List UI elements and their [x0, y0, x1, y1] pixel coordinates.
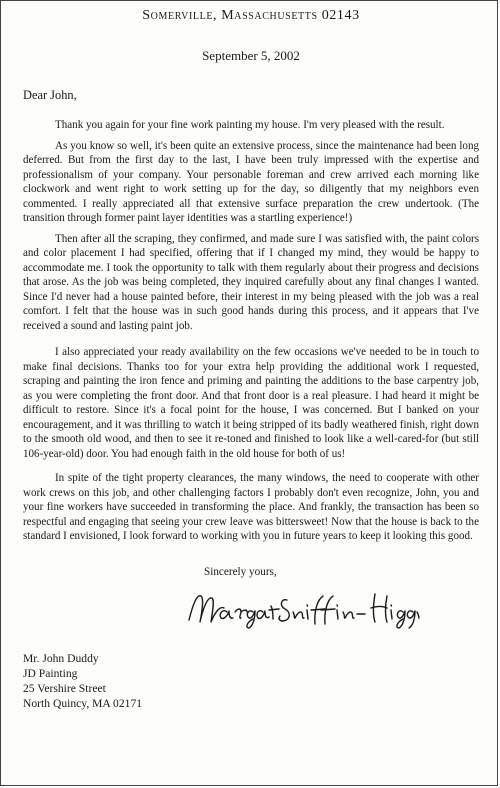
letterhead: Somerville, Massachusetts 02143 [142, 8, 360, 23]
recipient-city: North Quincy, MA 02171 [23, 697, 143, 711]
letter-date: September 5, 2002 [202, 48, 300, 63]
paragraph-5: In spite of the tight property clearances, the many windows, the need to cooperate with other work crews on this job, and other challenging factors I probably don't even recognize, John, you and your fine workers have succeeded in transforming the place. And frankly, the transaction has been so respectful and engaging that seeing your crew leave was bittersweet! Now that the house is back to the standard I envisioned, I look forward to working with you in future years to keep it looking this good. [23, 472, 479, 542]
salutation: Dear John, [23, 88, 77, 102]
recipient-address [23, 651, 479, 712]
paragraph-2: As you know so well, it's been quite an extensive process, since the maintenance had been long deferred. But from the first day to the last, I have been truly impressed with the expertise and professionalism of your company. Your personable foreman and crew arrived each morning like clockwork and went right to work setting up for the day, so diligently that my neighbors even commented. I really appreciated all that extensive surface preparation the crew undertook. (The transition through former paint layer identities was a startling experience!) [23, 139, 479, 224]
recipient-name: Mr. John Duddy [23, 651, 99, 665]
handwritten-signature [183, 582, 423, 630]
recipient-company: JD Painting [23, 666, 78, 680]
paragraph-1: Thank you again for your fine work painting my house. I'm very pleased with the result. [55, 119, 445, 131]
closing: Sincerely yours, [204, 565, 277, 578]
recipient-street: 25 Vershire Street [23, 681, 106, 695]
paragraph-4: I also appreciated your ready availability on the few occasions we've needed to be in touch to make final decisions. Thanks too for your extra help providing the additional work I requested, scraping and painting the iron fence and priming and painting the additions to the base carpentry job, as you were completing the front door. And that front door is a real pleasure. I had heard it might be difficult to restore. Since it's a focal point for the house, I was concerned. But I banked on your encouragement, and it was thrilling to watch it being stripped of its badly weathered finish, right down to the smooth old wood, and then to see it re-toned and finished to look like a well-cared-for (but still 106-year-old) door. You had enough faith in the old house for both of us! [23, 346, 479, 460]
paragraph-3: Then after all the scraping, they confirmed, and made sure I was satisfied with, the paint colors and color placement I had specified, offering that if I changed my mind, they would be happy to accommodate me. I took the opportunity to talk with them regularly about their progress and decisions that arose. As the job was being completed, they inquired carefully about any final changes I wanted. Since I'd never had a house painted before, their interest in my being pleased with the job was a real comfort. I felt that the house was in such good hands during this process, and it appears that I've received a sound and lasting paint job. [23, 232, 479, 332]
